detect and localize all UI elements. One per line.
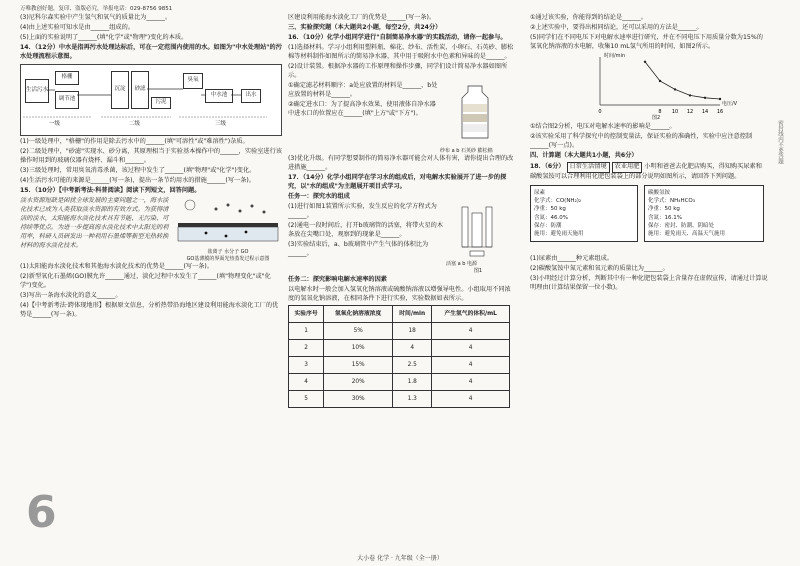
page-header: 万唯教创好题，复印、盗版必究，举报电话：029-8756 9851 (20, 6, 173, 12)
box-grille: 格栅 (55, 71, 79, 85)
data-point (689, 94, 691, 96)
table-row (289, 374, 510, 391)
q15-title: 15．（10分）【中考新考法·科普阅读】阅读下列短文，回答问题。 (20, 186, 201, 194)
q14-line-4: (4)生活污水可能的来源是______(写一条)，提出一条节约用水的措施______(写一条)。 (20, 176, 255, 184)
c1-line-0: (3)尼科尔森实验中产生氢气和氧气的质量比为______。 (20, 14, 172, 21)
task2-text: 以电解水时一般会加入氢氧化钠溶液或硫酸钠溶液以增强导电性。小组取用不同浓度的氢氧化钠溶液，在相同条件下进行实验，实验数据如表所示。 (288, 285, 511, 302)
ammonium-line: 含氮：16.1% (648, 214, 682, 221)
ammonium-line: 保存：密封、防潮、阴暗处 (648, 222, 715, 229)
box-sludge: 污泥 (151, 97, 171, 109)
table-cell: 4 (289, 374, 324, 391)
c3-line-a2: ②上述实验中，要得出相同结论，还可以采用的方法是______。 (530, 23, 703, 31)
table-cell: 4 (432, 391, 510, 408)
table-cell: 10% (324, 340, 393, 357)
task1-line-3: (3)实验结束后，a、b玻璃管中产生气体的体积比为______。 (288, 240, 429, 257)
q16-line-4: ②确定进水口：为了提高净水效果，使用液体自净水器中进水口的位置应在______(填"上方"或"下方")。 (288, 100, 436, 117)
go-film-svg (176, 197, 280, 245)
q15-line-2: (2)新型氧化石墨烯(GO)膜允许______通过，淡化过程中水发生了______(填"物理变化"或"化学")变化。 (20, 273, 271, 290)
fig1-label-power: 电源 (467, 261, 478, 268)
table-cell: 18 (393, 323, 432, 340)
table-cell: 15% (324, 357, 393, 374)
q17-title: 17．（14分）化学小组同学在学习水的组成后，对电解水实验展开了进一步的探究，以"水的组成"为主题展开项目式学习。 (288, 174, 507, 191)
q14-title: 14．（12分）中水是指再污水处理达标后，可在一定范围内使用的水。如图为"中水处理站"的污水处理流程示意图。 (20, 43, 282, 60)
urea-line: 净重：50 kg (534, 206, 566, 213)
box-tank: 调节池 (55, 91, 79, 109)
data-point (719, 98, 721, 100)
c3-line-b1: ①结合图2分析，电压对电解水速率的影响是______。 (530, 122, 676, 130)
box-ozone: 臭氧 (183, 73, 203, 89)
table-header-1: 氢氧化钠溶液浓度 (324, 306, 393, 323)
table-cell: 2 (289, 340, 324, 357)
fertilizer-cards (530, 183, 768, 255)
box-settle: 沉淀 (111, 71, 129, 109)
box-sandfilter: 砂滤 (131, 71, 149, 109)
fig-label-quartz: 石英砂 (461, 147, 477, 154)
ammonium-line: 化学式：NH₄HCO₃ (648, 198, 695, 205)
box-outflow: 出水 (241, 89, 261, 103)
q16-line-5: (3)优化升级。有同学想要制作的简易净水器可能会对人体有害，请你提出合理的改进措施______。 (288, 155, 514, 172)
ammonium-line: 施用：避免雨天、高温天气施用 (648, 231, 726, 238)
q16-line-3: ①确定滤芯材料顺序：a处应放置的材料是______，b处应放置的材料是______。 (288, 81, 438, 98)
ammonium-card (644, 185, 764, 243)
urea-line: 施用：避免雨天施用 (534, 231, 584, 238)
q18-line-2: (2)碳酸氢铵中氮元素和氧元素的质量比为______。 (530, 264, 669, 272)
fig-label-a: a (451, 147, 455, 154)
x-tick-label: 8 (658, 108, 662, 115)
table-row (289, 357, 510, 374)
q15-line-4: (4)【中考新考法·跨体现地形】根据原文信息，分析热带沿海地区建设利用能海水淡化工厂的优势是______(写一条)。 (20, 302, 279, 319)
task-2-title: 任务二：探究影响电解水速率的因素 (288, 275, 387, 283)
q14-line-3: (3)三级处理时，常用臭氧消毒杀菌，该过程中发生了______(填"物理"或"化学")变化。 (20, 166, 256, 174)
column-1 (20, 14, 282, 321)
fig-label-go: GO (240, 248, 249, 255)
filter-figure (440, 82, 510, 155)
series-line (645, 62, 720, 99)
fig-label-b: b (456, 147, 460, 154)
urea-line: 含氮：46.0% (534, 214, 568, 221)
q15-tail: 区建设利用能海水淡化工厂的优势是______(写一条)。 (288, 14, 436, 21)
q18-title: 18．（6分） (530, 162, 565, 170)
urea-line: 化学式：CO(NH₂)₂ (534, 198, 582, 205)
x-tick-label: 0 (598, 108, 602, 115)
x-tick-label: 12 (686, 108, 694, 115)
x-tick-label: 14 (701, 108, 709, 115)
table-row (289, 340, 510, 357)
table-cell: 4 (432, 357, 510, 374)
table-cell: 5 (289, 391, 324, 408)
ammonium-title: 碳酸氢铵 (648, 189, 671, 196)
table-cell: 4 (432, 374, 510, 391)
column-2 (288, 14, 516, 408)
experiment-table (288, 305, 510, 408)
data-point (644, 61, 646, 63)
task1-line-1: (1)进行如图1装置所示实验，发生反应的化学方程式为______。 (288, 203, 437, 220)
q14-line-1: (1)一级处理中，"格栅"的作用是除去污水中的______(填"可溶性"或"难溶性")杂质。 (20, 137, 249, 145)
fig1-caption: 图1 (473, 268, 483, 275)
ammonium-line: 净重：50 kg (648, 206, 680, 213)
fig-label-salt: 盐离子 (207, 248, 223, 255)
data-point (674, 88, 676, 90)
fig1-label-a: a (457, 261, 461, 268)
column-3 (530, 14, 768, 294)
chart-ylabel: 时间/min (604, 52, 626, 59)
q17-part5: (5)同学们在不同电压下对电解水速率进行研究，并在不同电压下用质量分数为15%的氢氧化钠溶液的水电解，收集10 mL氢气所用的时间，如图2所示。 (530, 33, 763, 50)
page-mark: 6 (26, 487, 57, 538)
data-point (659, 80, 661, 82)
table-cell: 1.3 (393, 391, 432, 408)
box-sewage: 生活污水 (25, 79, 49, 103)
electrolysis-figure (446, 203, 510, 275)
filter-svg (440, 82, 510, 144)
q16-title: 16．（10分）化学小组同学进行"自制简易净水器"的实践活动，请你一起参与。 (288, 33, 507, 41)
table-cell: 2.5 (393, 357, 432, 374)
urea-title: 尿素 (534, 189, 546, 196)
seal-line-note: 密封线内不要答题 (777, 120, 783, 164)
table-cell: 4 (393, 340, 432, 357)
table-cell: 1.8 (393, 374, 432, 391)
q16-line-1: (1)选择材料。学习小组利用塑料瓶、棉花、纱布、活性炭、小卵石、石英砂、膨松棉等材料制作如图所示的简易净水器，其中用于吸附水中色素和异味的是______。 (288, 43, 514, 60)
q15-line-3: (3)写出一条海水淡化的意义______。 (20, 292, 122, 300)
fig-label-cotton: 膨松棉 (477, 147, 493, 154)
go-fig-caption: GO基薄膜的界面光热蒸发过程示意图 (186, 256, 270, 263)
data-point (704, 97, 706, 99)
table-cell: 4 (432, 323, 510, 340)
urea-line: 保存：防潮 (534, 222, 562, 229)
q18-tag-fertilizer: 农业用肥 (612, 162, 643, 173)
voltage-chart (530, 53, 768, 123)
urea-card (530, 185, 638, 243)
c1-line-1: (4)由上述实验可知水是由______组成的。 (20, 23, 134, 31)
go-film-figure (176, 197, 280, 263)
fig1-label-b: b (462, 261, 466, 268)
chart-caption: 图2 (652, 114, 661, 121)
task-1-title: 任务一：探究水的组成 (288, 193, 350, 201)
task1-line-2: (2)通电一段时间后，打开b玻璃管的活塞，将带火星的木条放在尖嘴口处，观察到的现象是______。 (288, 222, 444, 238)
x-tick-label: 10 (671, 108, 679, 115)
q16-line-2: (2)设计装置。根据净水器的工作原理和操作步骤，同学们设计简易净水器如图所示。 (288, 62, 508, 79)
chart-xlabel: 电压/V (722, 100, 738, 107)
electrolysis-svg (446, 203, 510, 257)
c1-line-2: (5)上面的实验说明了______(填"化学"或"物理")变化的本质。 (20, 33, 188, 41)
q18-line-3: (3)小明经过计算分析，判断其中有一种化肥包装袋上含量存在虚假宣传，请通过计算说明理由(计算结果保留一位小数)。 (530, 274, 768, 291)
table-header-0: 实验序号 (289, 306, 324, 323)
table-header-2: 时间/min (393, 306, 432, 323)
table-cell: 4 (432, 340, 510, 357)
table-row (289, 391, 510, 408)
page-footer: 大小卷 化学 · 九年级（全一册） (357, 555, 443, 562)
c3-line-b2: ②该实验采用了科学探究中的控制变量法，保证实验的准确性，实验中应注意控制______(写一点)。 (530, 132, 753, 149)
q18-tag-life: 日常生活情境 (567, 162, 610, 173)
q15-passage: 淡水资源短缺是困扰全球发展的主要问题之一，海水淡化技术已成为人类获取淡水资源的有效方式。为获得清洁的淡水，太阳能海水淡化技术具有节能、无污染、可持续等优点。为进一步提高海水淡化技术中太阳光的利用率，科研人员研发出一种利用石墨烯等新型光热转换材料的海水淡化技术。 (20, 196, 169, 249)
treatment-diagram (20, 64, 282, 136)
section-3-title: 三、实验探究题（本大题共2小题，每空2分，共24分） (288, 23, 442, 31)
c3-line-a1: ①通过该实验，你能得到的结论是______。 (530, 14, 647, 21)
q15-line-1: (1)太阳能海水淡化技术和其他海水淡化技术的优势是______(写一条)。 (20, 263, 214, 271)
table-cell: 3 (289, 357, 324, 374)
table-header-3: 产生氢气的体积/mL (432, 306, 510, 323)
stage-2-label: 二级 (129, 120, 141, 127)
stage-1-label: 一级 (49, 120, 61, 127)
table-cell: 30% (324, 391, 393, 408)
fig-label-water: 水分子 (224, 248, 240, 255)
fig1-label-stopcock: 活塞 (445, 261, 456, 268)
q18-line-1: (1)尿素由______种元素组成。 (530, 254, 614, 262)
section-4-title: 四、计算题（本大题共1小题，共6分） (530, 151, 638, 159)
table-cell: 5% (324, 323, 393, 340)
q14-line-2: (2)二级处理中，"砂滤"实现水、砂分离，其原理相当于实验基本操作中的______，实验室进行该操作时用到的玻璃仪器有烧杯、漏斗和______。 (20, 147, 282, 164)
q18-text: 小明和爸爸去化肥店购买，得知购买尿素和碳酸氢铵可以合理利用化肥包装袋上的部分说明如图所示，请回答下列问题。 (530, 162, 762, 180)
box-midwater: 中水池 (205, 89, 233, 103)
x-tick-label: 16 (716, 108, 724, 115)
stage-3-label: 三级 (215, 120, 227, 127)
table-row (289, 323, 510, 340)
fig-label-gauze: 纱布 (439, 147, 450, 154)
table-cell: 1 (289, 323, 324, 340)
table-cell: 20% (324, 374, 393, 391)
